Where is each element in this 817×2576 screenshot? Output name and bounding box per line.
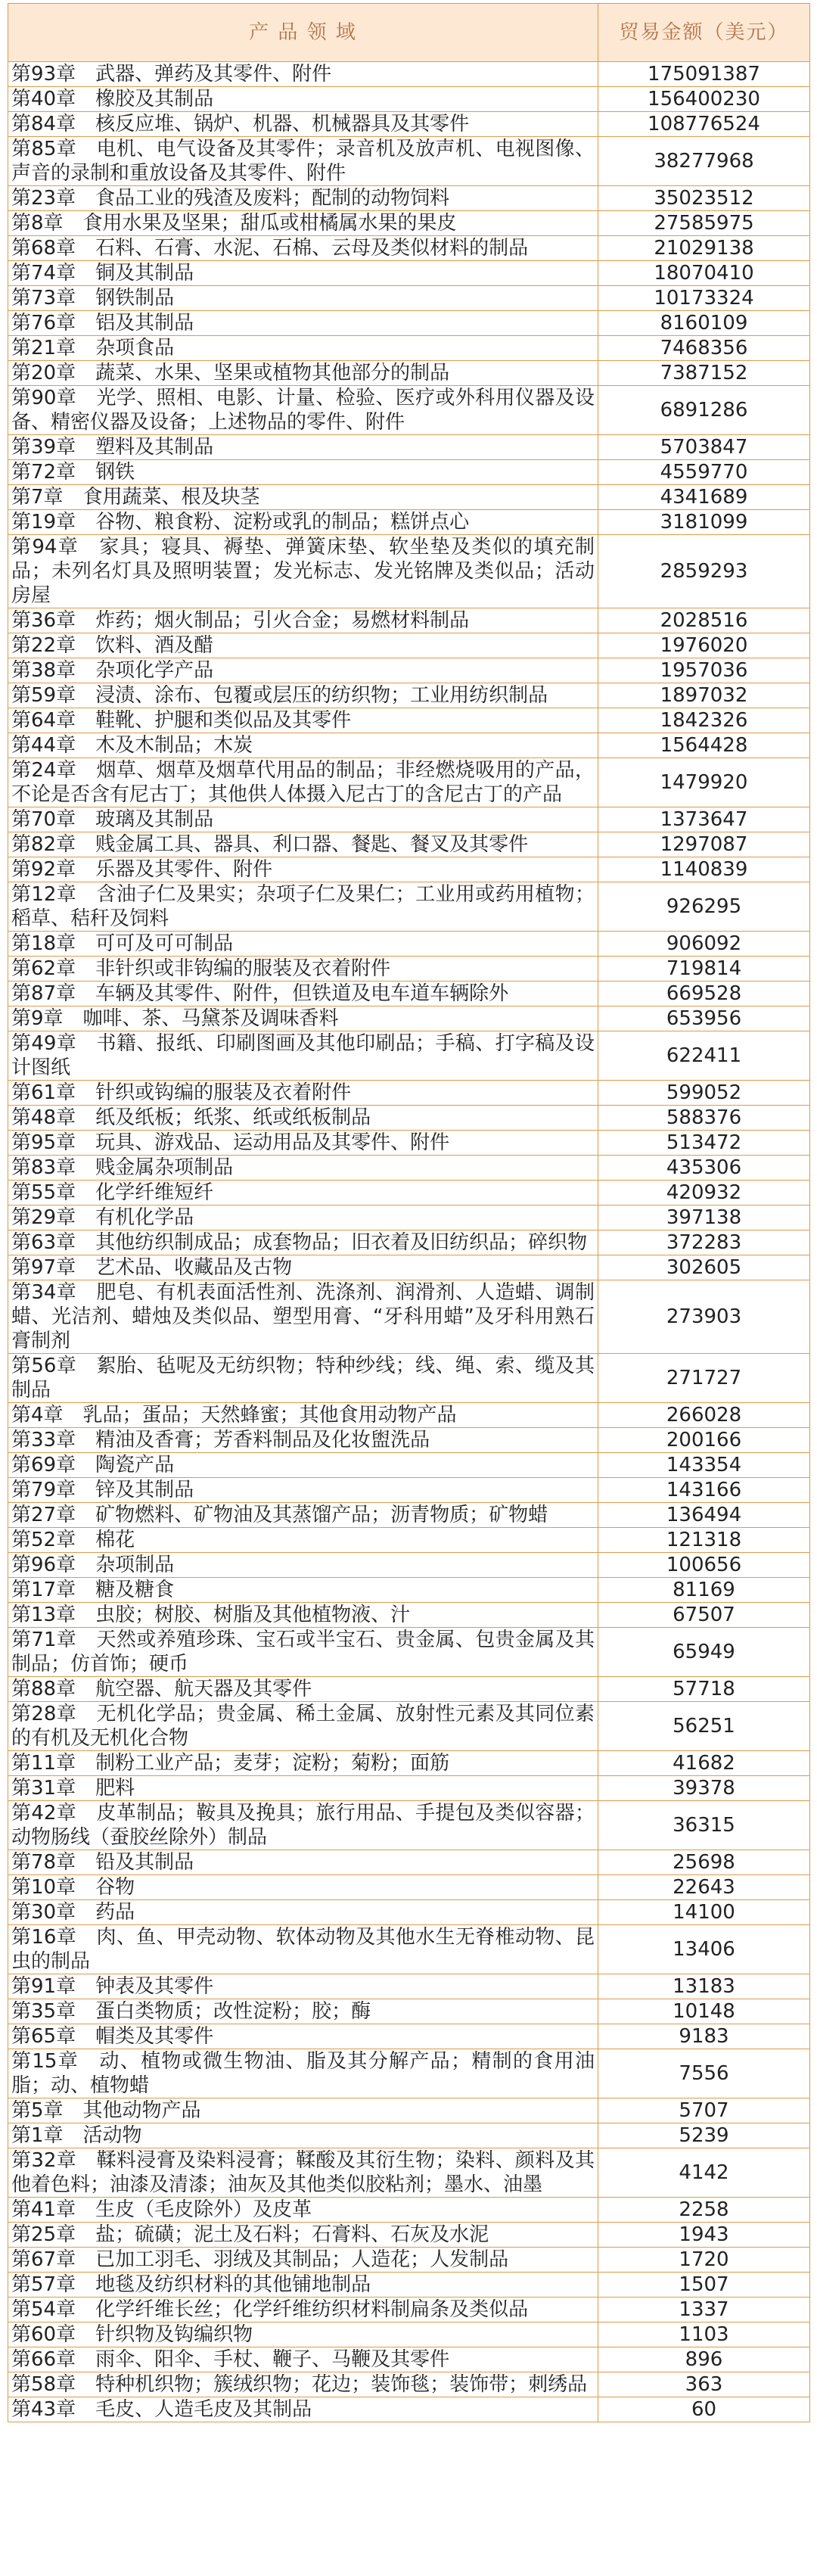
table-row [8, 2347, 810, 2372]
table-row [8, 1974, 810, 1999]
product-category-cell: 第16章 肉、鱼、甲壳动物、软体动物及其他水生无脊椎动物、昆虫的制品 [8, 1925, 598, 1974]
table-row [8, 2049, 810, 2098]
trade-amount-cell: 1479920 [598, 758, 810, 807]
product-category-cell: 第27章 矿物燃料、矿物油及其蒸馏产品；沥青物质；矿物蜡 [8, 1503, 598, 1528]
table-row [8, 982, 810, 1006]
table-row [8, 211, 810, 236]
trade-amount-cell: 1140839 [598, 857, 810, 882]
trade-amount-cell: 1297087 [598, 832, 810, 857]
trade-amount-cell: 4142 [598, 2148, 810, 2198]
header-category: 产 品 领 域 [8, 4, 598, 62]
trade-amount-cell: 57718 [598, 1677, 810, 1702]
table-row [8, 1453, 810, 1478]
table-row [8, 1006, 810, 1031]
trade-amount-cell: 669528 [598, 982, 810, 1006]
trade-amount-cell: 1976020 [598, 633, 810, 658]
trade-amount-cell: 14100 [598, 1900, 810, 1925]
product-category-cell: 第87章 车辆及其零件、附件，但铁道及电车道车辆除外 [8, 982, 598, 1006]
table-row [8, 608, 810, 633]
product-category-cell: 第52章 棉花 [8, 1528, 598, 1553]
table-row [8, 2223, 810, 2248]
table-row [8, 336, 810, 361]
trade-amount-cell: 4341689 [598, 485, 810, 510]
trade-amount-cell: 39378 [598, 1776, 810, 1801]
trade-amount-cell: 513472 [598, 1131, 810, 1156]
table-row [8, 683, 810, 708]
product-category-cell: 第11章 制粉工业产品；麦芽；淀粉；菊粉；面筋 [8, 1751, 598, 1776]
trade-amount-cell: 1943 [598, 2223, 810, 2248]
trade-amount-cell: 121318 [598, 1528, 810, 1553]
trade-amount-cell: 719814 [598, 957, 810, 982]
product-category-cell: 第92章 乐器及其零件、附件 [8, 857, 598, 882]
product-category-cell: 第25章 盐；硫磺；泥土及石料；石膏料、石灰及水泥 [8, 2223, 598, 2248]
product-category-cell: 第24章 烟草、烟草及烟草代用品的制品；非经燃烧吸用的产品，不论是否含有尼古丁；其他供人体摄入尼古丁的含尼古丁的产品 [8, 758, 598, 807]
table-row [8, 1999, 810, 2024]
table-row [8, 186, 810, 211]
product-category-cell: 第34章 肥皂、有机表面活性剂、洗涤剂、润滑剂、人造蜡、调制蜡、光洁剂、蜡烛及类似品、塑型用膏、“牙科用蜡”及牙科用熟石膏制剂 [8, 1280, 598, 1354]
product-category-cell: 第7章 食用蔬菜、根及块茎 [8, 485, 598, 510]
trade-amount-cell: 36315 [598, 1801, 810, 1850]
product-category-cell: 第56章 絮胎、毡呢及无纺织物；特种纱线；线、绳、索、缆及其制品 [8, 1354, 598, 1403]
product-category-cell: 第40章 橡胶及其制品 [8, 87, 598, 112]
product-category-cell: 第73章 钢铁制品 [8, 286, 598, 311]
table-row [8, 1354, 810, 1403]
trade-amount-cell: 9183 [598, 2024, 810, 2049]
table-row [8, 1031, 810, 1081]
table-row [8, 286, 810, 311]
table-body [8, 62, 810, 2422]
trade-amount-cell: 599052 [598, 1081, 810, 1106]
table-row [8, 633, 810, 658]
trade-amount-cell: 3181099 [598, 510, 810, 535]
table-row [8, 1181, 810, 1206]
product-category-cell: 第59章 浸渍、涂布、包覆或层压的纺织物；工业用纺织制品 [8, 683, 598, 708]
product-category-cell: 第93章 武器、弹药及其零件、附件 [8, 62, 598, 87]
product-category-cell: 第29章 有机化学品 [8, 1206, 598, 1230]
table-row [8, 1850, 810, 1875]
table-row [8, 1503, 810, 1528]
trade-amount-cell: 13406 [598, 1925, 810, 1974]
product-category-cell: 第15章 动、植物或微生物油、脂及其分解产品；精制的食用油脂；动、植物蜡 [8, 2049, 598, 2098]
table-row [8, 112, 810, 137]
trade-amount-cell: 5239 [598, 2123, 810, 2148]
table-row [8, 1428, 810, 1453]
product-category-cell: 第82章 贱金属工具、器具、利口器、餐匙、餐叉及其零件 [8, 832, 598, 857]
trade-amount-cell: 143354 [598, 1453, 810, 1478]
trade-amount-cell: 397138 [598, 1206, 810, 1230]
table-row [8, 2322, 810, 2347]
product-category-cell: 第44章 木及木制品；木炭 [8, 733, 598, 758]
table-row [8, 733, 810, 758]
table-row [8, 2024, 810, 2049]
table-row [8, 957, 810, 982]
product-category-cell: 第5章 其他动物产品 [8, 2098, 598, 2123]
table-row [8, 62, 810, 87]
table-row [8, 1702, 810, 1751]
table-row [8, 1677, 810, 1702]
product-category-cell: 第58章 特种机织物；簇绒织物；花边；装饰毯；装饰带；刺绣品 [8, 2372, 598, 2397]
product-category-cell: 第41章 生皮（毛皮除外）及皮革 [8, 2198, 598, 2223]
trade-amount-cell: 5707 [598, 2098, 810, 2123]
product-category-cell: 第33章 精油及香膏；芳香料制品及化妆盥洗品 [8, 1428, 598, 1453]
product-category-cell: 第97章 艺术品、收藏品及古物 [8, 1255, 598, 1280]
table-row [8, 435, 810, 460]
product-category-cell: 第19章 谷物、粮食粉、淀粉或乳的制品；糕饼点心 [8, 510, 598, 535]
table-row [8, 2123, 810, 2148]
product-category-cell: 第22章 饮料、酒及醋 [8, 633, 598, 658]
trade-amount-cell: 175091387 [598, 62, 810, 87]
trade-amount-cell: 41682 [598, 1751, 810, 1776]
product-category-cell: 第10章 谷物 [8, 1875, 598, 1900]
product-category-cell: 第61章 针织或钩编的服装及衣着附件 [8, 1081, 598, 1106]
product-category-cell: 第8章 食用水果及坚果；甜瓜或柑橘属水果的果皮 [8, 211, 598, 236]
product-category-cell: 第57章 地毯及纺织材料的其他铺地制品 [8, 2273, 598, 2298]
table-row [8, 882, 810, 932]
table-row [8, 2098, 810, 2123]
product-category-cell: 第36章 炸药；烟火制品；引火合金；易燃材料制品 [8, 608, 598, 633]
product-category-cell: 第67章 已加工羽毛、羽绒及其制品；人造花；人发制品 [8, 2248, 598, 2273]
product-category-cell: 第71章 天然或养殖珍珠、宝石或半宝石、贵金属、包贵金属及其制品；仿首饰；硬币 [8, 1628, 598, 1677]
table-row [8, 2273, 810, 2298]
product-category-cell: 第54章 化学纤维长丝；化学纤维纺织材料制扁条及类似品 [8, 2298, 598, 2322]
trade-amount-cell: 60 [598, 2397, 810, 2422]
trade-amount-cell: 1337 [598, 2298, 810, 2322]
trade-amount-cell: 2859293 [598, 535, 810, 608]
table-row [8, 2298, 810, 2322]
trade-amount-cell: 143166 [598, 1478, 810, 1503]
product-category-cell: 第12章 含油子仁及果实；杂项子仁及果仁；工业用或药用植物；稻草、秸秆及饲料 [8, 882, 598, 932]
trade-amount-cell: 1897032 [598, 683, 810, 708]
product-category-cell: 第60章 针织物及钩编织物 [8, 2322, 598, 2347]
table-row [8, 2372, 810, 2397]
product-category-cell: 第9章 咖啡、茶、马黛茶及调味香料 [8, 1006, 598, 1031]
product-category-cell: 第90章 光学、照相、电影、计量、检验、医疗或外科用仪器及设备、精密仪器及设备；上述物品的零件、附件 [8, 386, 598, 435]
table-row [8, 2397, 810, 2422]
trade-amount-cell: 266028 [598, 1403, 810, 1428]
product-category-cell: 第62章 非针织或非钩编的服装及衣着附件 [8, 957, 598, 982]
table-row [8, 1603, 810, 1628]
product-category-cell: 第79章 锌及其制品 [8, 1478, 598, 1503]
product-category-cell: 第65章 帽类及其零件 [8, 2024, 598, 2049]
product-category-cell: 第74章 铜及其制品 [8, 261, 598, 286]
table-row [8, 1553, 810, 1578]
trade-amount-cell: 67507 [598, 1603, 810, 1628]
table-row [8, 1801, 810, 1850]
table-row [8, 2248, 810, 2273]
trade-amount-cell: 2258 [598, 2198, 810, 2223]
trade-amount-cell: 7468356 [598, 336, 810, 361]
trade-amount-cell: 7387152 [598, 361, 810, 386]
trade-amount-cell: 1507 [598, 2273, 810, 2298]
trade-amount-cell: 18070410 [598, 261, 810, 286]
table-row [8, 1925, 810, 1974]
trade-amount-cell: 1957036 [598, 658, 810, 683]
product-category-cell: 第13章 虫胶；树胶、树脂及其他植物液、汁 [8, 1603, 598, 1628]
trade-amount-cell: 302605 [598, 1255, 810, 1280]
product-category-cell: 第85章 电机、电气设备及其零件；录音机及放声机、电视图像、声音的录制和重放设备及其零件、附件 [8, 137, 598, 186]
product-category-cell: 第38章 杂项化学产品 [8, 658, 598, 683]
product-category-cell: 第64章 鞋靴、护腿和类似品及其零件 [8, 708, 598, 733]
trade-amount-cell: 6891286 [598, 386, 810, 435]
table-row [8, 1403, 810, 1428]
table-row [8, 1106, 810, 1131]
product-category-cell: 第76章 铝及其制品 [8, 311, 598, 336]
trade-amount-cell: 435306 [598, 1156, 810, 1181]
product-category-cell: 第88章 航空器、航天器及其零件 [8, 1677, 598, 1702]
trade-amount-cell: 27585975 [598, 211, 810, 236]
product-category-cell: 第31章 肥料 [8, 1776, 598, 1801]
trade-amount-cell: 1720 [598, 2248, 810, 2273]
product-category-cell: 第21章 杂项食品 [8, 336, 598, 361]
table-row [8, 386, 810, 435]
product-category-cell: 第69章 陶瓷产品 [8, 1453, 598, 1478]
table-row [8, 807, 810, 832]
product-category-cell: 第20章 蔬菜、水果、坚果或植物其他部分的制品 [8, 361, 598, 386]
product-category-cell: 第17章 糖及糖食 [8, 1578, 598, 1603]
table-row [8, 460, 810, 485]
product-category-cell: 第1章 活动物 [8, 2123, 598, 2148]
table-row [8, 1528, 810, 1553]
product-category-cell: 第66章 雨伞、阳伞、手杖、鞭子、马鞭及其零件 [8, 2347, 598, 2372]
table-row [8, 932, 810, 957]
table-row [8, 1230, 810, 1255]
trade-amount-cell: 273903 [598, 1280, 810, 1354]
product-category-cell: 第35章 蛋白类物质；改性淀粉；胶；酶 [8, 1999, 598, 2024]
table-row [8, 1751, 810, 1776]
trade-amount-cell: 100656 [598, 1553, 810, 1578]
trade-amount-cell: 4559770 [598, 460, 810, 485]
table-row [8, 2198, 810, 2223]
table-row [8, 708, 810, 733]
table-row [8, 1280, 810, 1354]
product-category-cell: 第55章 化学纤维短纤 [8, 1181, 598, 1206]
product-category-cell: 第42章 皮革制品；鞍具及挽具；旅行用品、手提包及类似容器；动物肠线（蚕胶丝除外）制品 [8, 1801, 598, 1850]
product-category-cell: 第30章 药品 [8, 1900, 598, 1925]
trade-amount-cell: 926295 [598, 882, 810, 932]
trade-amount-cell: 5703847 [598, 435, 810, 460]
table-row [8, 236, 810, 261]
trade-amount-cell: 10148 [598, 1999, 810, 2024]
trade-amount-cell: 1373647 [598, 807, 810, 832]
table-row [8, 658, 810, 683]
table-row [8, 1255, 810, 1280]
table-row [8, 535, 810, 608]
trade-amount-cell: 1842326 [598, 708, 810, 733]
product-category-cell: 第49章 书籍、报纸、印刷图画及其他印刷品；手稿、打字稿及设计图纸 [8, 1031, 598, 1081]
table-row [8, 1628, 810, 1677]
product-category-cell: 第95章 玩具、游戏品、运动用品及其零件、附件 [8, 1131, 598, 1156]
table-row [8, 87, 810, 112]
product-category-cell: 第28章 无机化学品；贵金属、稀土金属、放射性元素及其同位素的有机及无机化合物 [8, 1702, 598, 1751]
product-category-cell: 第4章 乳品；蛋品；天然蜂蜜；其他食用动物产品 [8, 1403, 598, 1428]
table-row [8, 485, 810, 510]
trade-amount-cell: 156400230 [598, 87, 810, 112]
table-row [8, 510, 810, 535]
table-row [8, 1478, 810, 1503]
trade-amount-cell: 25698 [598, 1850, 810, 1875]
table-row [8, 311, 810, 336]
trade-amount-cell: 420932 [598, 1181, 810, 1206]
product-category-cell: 第70章 玻璃及其制品 [8, 807, 598, 832]
product-category-cell: 第68章 石料、石膏、水泥、石棉、云母及类似材料的制品 [8, 236, 598, 261]
trade-amount-cell: 22643 [598, 1875, 810, 1900]
product-category-cell: 第91章 钟表及其零件 [8, 1974, 598, 1999]
trade-amount-cell: 588376 [598, 1106, 810, 1131]
table-row [8, 137, 810, 186]
product-category-cell: 第78章 铅及其制品 [8, 1850, 598, 1875]
table-row [8, 758, 810, 807]
trade-amount-cell: 108776524 [598, 112, 810, 137]
table-row [8, 1776, 810, 1801]
product-category-cell: 第39章 塑料及其制品 [8, 435, 598, 460]
trade-table [8, 3, 810, 2422]
trade-amount-cell: 372283 [598, 1230, 810, 1255]
product-category-cell: 第83章 贱金属杂项制品 [8, 1156, 598, 1181]
trade-amount-cell: 271727 [598, 1354, 810, 1403]
table-row [8, 1156, 810, 1181]
product-category-cell: 第72章 钢铁 [8, 460, 598, 485]
table-row [8, 2148, 810, 2198]
trade-amount-cell: 38277968 [598, 137, 810, 186]
table-row [8, 1900, 810, 1925]
table-row [8, 361, 810, 386]
table-row [8, 832, 810, 857]
product-category-cell: 第23章 食品工业的残渣及废料；配制的动物饲料 [8, 186, 598, 211]
product-category-cell: 第18章 可可及可可制品 [8, 932, 598, 957]
product-category-cell: 第94章 家具；寝具、褥垫、弹簧床垫、软坐垫及类似的填充制品；未列名灯具及照明装置；发光标志、发光铭牌及类似品；活动房屋 [8, 535, 598, 608]
trade-amount-cell: 21029138 [598, 236, 810, 261]
trade-amount-cell: 363 [598, 2372, 810, 2397]
trade-amount-cell: 56251 [598, 1702, 810, 1751]
trade-amount-cell: 1564428 [598, 733, 810, 758]
table-row [8, 1131, 810, 1156]
trade-amount-cell: 906092 [598, 932, 810, 957]
header-amount: 贸易金额（美元） [598, 4, 810, 62]
table-header-row [8, 4, 810, 62]
table-row [8, 1206, 810, 1230]
trade-amount-cell: 622411 [598, 1031, 810, 1081]
product-category-cell: 第84章 核反应堆、锅炉、机器、机械器具及其零件 [8, 112, 598, 137]
table-row [8, 1578, 810, 1603]
trade-amount-cell: 7556 [598, 2049, 810, 2098]
trade-amount-cell: 8160109 [598, 311, 810, 336]
trade-amount-cell: 653956 [598, 1006, 810, 1031]
trade-amount-cell: 65949 [598, 1628, 810, 1677]
table-row [8, 261, 810, 286]
trade-amount-cell: 1103 [598, 2322, 810, 2347]
product-category-cell: 第96章 杂项制品 [8, 1553, 598, 1578]
trade-amount-cell: 13183 [598, 1974, 810, 1999]
product-category-cell: 第43章 毛皮、人造毛皮及其制品 [8, 2397, 598, 2422]
trade-amount-cell: 136494 [598, 1503, 810, 1528]
trade-amount-cell: 2028516 [598, 608, 810, 633]
trade-amount-cell: 896 [598, 2347, 810, 2372]
trade-amount-cell: 35023512 [598, 186, 810, 211]
trade-amount-cell: 200166 [598, 1428, 810, 1453]
product-category-cell: 第63章 其他纺织制成品；成套物品；旧衣着及旧纺织品；碎织物 [8, 1230, 598, 1255]
table-row [8, 1875, 810, 1900]
table-row [8, 857, 810, 882]
trade-amount-cell: 81169 [598, 1578, 810, 1603]
product-category-cell: 第32章 鞣料浸膏及染料浸膏；鞣酸及其衍生物；染料、颜料及其他着色料；油漆及清漆；油灰及其他类似胶粘剂；墨水、油墨 [8, 2148, 598, 2198]
trade-amount-cell: 10173324 [598, 286, 810, 311]
table-row [8, 1081, 810, 1106]
product-category-cell: 第48章 纸及纸板；纸浆、纸或纸板制品 [8, 1106, 598, 1131]
